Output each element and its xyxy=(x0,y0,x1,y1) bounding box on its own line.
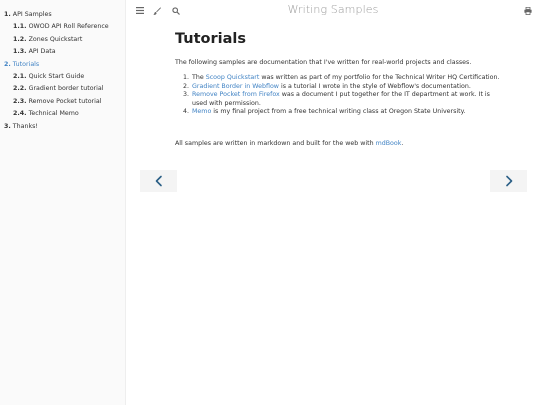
list-item: 2. Gradient Border in Webflow is a tutorial I wrote in the style of Webflow's documentation. xyxy=(183,82,471,90)
sidebar-item-api-data[interactable]: 1.3. API Data xyxy=(13,48,56,56)
samples-list xyxy=(175,74,500,117)
sidebar-item-tutorials[interactable]: 2. Tutorials xyxy=(4,60,40,68)
sidebar xyxy=(0,0,126,405)
chevron-right-icon xyxy=(504,175,514,187)
next-chapter-button[interactable] xyxy=(490,170,527,192)
list-item: 1. The Scoop Quickstart was written as part of my portfolio for the Technical Writer HQ Certification. xyxy=(183,74,500,81)
print-button[interactable] xyxy=(522,5,533,16)
book-title: Writing Samples xyxy=(287,3,379,16)
list-item: 3. Remove Pocket from Firefox was a document I put together for the IT department at work. It is used with permission. xyxy=(183,91,490,107)
sidebar-item-gradient-border-tutorial[interactable]: 2.2. Gradient border tutorial xyxy=(13,85,104,93)
gradient-border-link[interactable]: Gradient Border in Webflow xyxy=(192,82,279,90)
intro-paragraph: The following samples are documentation that I've written for real-world projects and classes. xyxy=(175,59,472,66)
sidebar-item-technical-memo[interactable]: 2.4. Technical Memo xyxy=(13,110,79,118)
scoop-quickstart-link[interactable]: Scoop Quickstart xyxy=(205,74,260,81)
sidebar-item-remove-pocket-tutorial[interactable]: 2.3. Remove Pocket tutorial xyxy=(13,97,102,105)
sidebar-item-quick-start-guide[interactable]: 2.1. Quick Start Guide xyxy=(13,73,85,81)
list-item: 4. Memo is my final project from a free technical writing class at Oregon State University. xyxy=(183,108,466,116)
mdbook-link[interactable]: mdBook xyxy=(375,140,402,147)
memo-link[interactable]: Memo xyxy=(192,108,212,116)
sidebar-item-owod-api-roll-reference[interactable]: 1.1. OWOD API Roll Reference xyxy=(13,23,109,31)
footer-note: All samples are written in markdown and built for the web with mdBook. xyxy=(175,140,404,147)
print-icon xyxy=(524,7,532,15)
previous-chapter-button[interactable] xyxy=(140,170,177,192)
sidebar-item-thanks[interactable]: 3. Thanks! xyxy=(4,122,38,130)
remove-pocket-link[interactable]: Remove Pocket from Firefox xyxy=(192,91,280,99)
menu-bar xyxy=(126,0,540,22)
page-title: Tutorials xyxy=(175,31,247,47)
sidebar-item-zones-quickstart[interactable]: 1.2. Zones Quickstart xyxy=(13,35,83,43)
chevron-left-icon xyxy=(154,175,164,187)
sidebar-item-api-samples[interactable]: 1. API Samples xyxy=(4,11,52,18)
